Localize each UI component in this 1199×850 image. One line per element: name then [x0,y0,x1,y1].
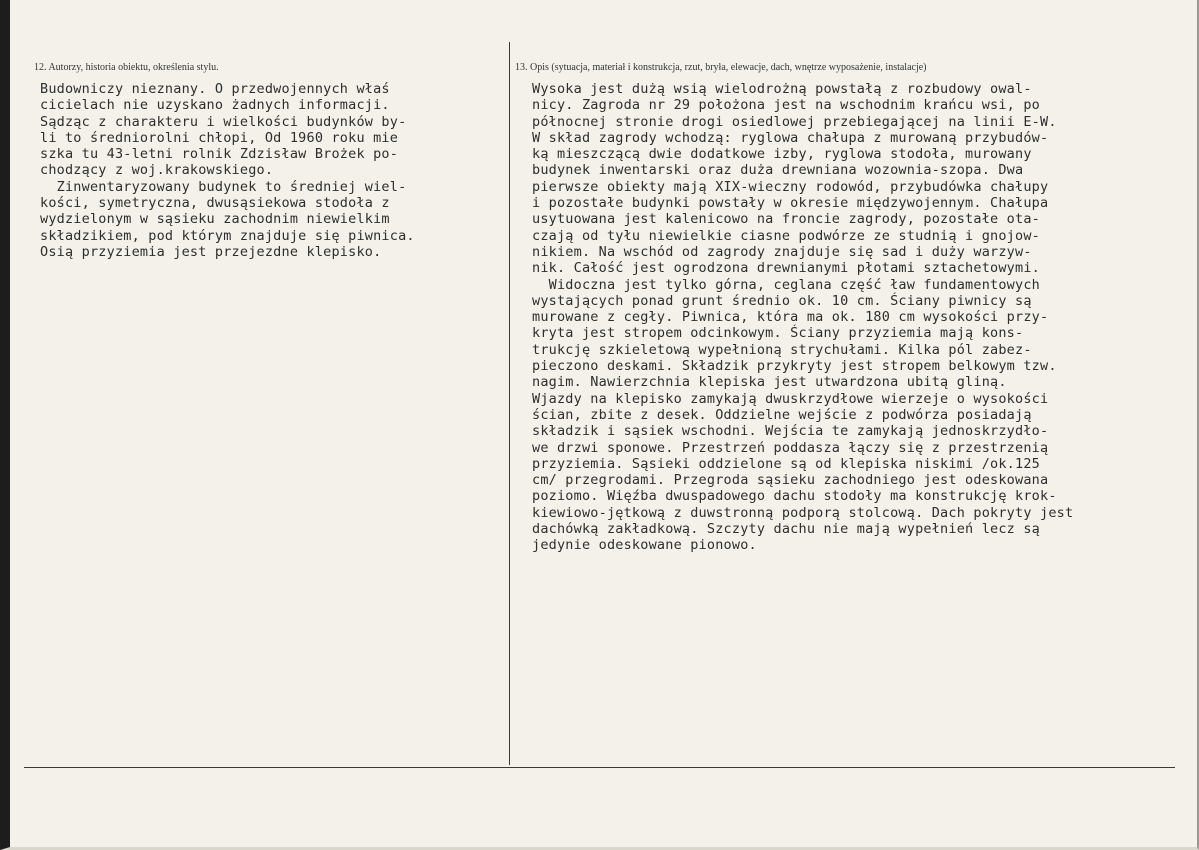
column-divider [509,42,510,765]
section-12-text: Budowniczy nieznany. O przedwojennych właś cicielach nie uzyskano żadnych informacji. Sądząc z charakteru i wielkości budynków by- li to średniorolni chłopi, Od 1960 roku mie szka tu 43-letni rolnik Zdzisław Brożek po- chodzący z woj.krakowskiego. Zinwentaryzowany budynek to średniej wiel- kości, symetryczna, dwusąsiekowa stodoła z wydzielonym w sąsieku zachodnim niewielkim składzikiem, pod którym znajduje się piwnica. Osią przyziemia jest przejezdne klepisko. [40,81,415,260]
section-13-text: Wysoka jest dużą wsią wielodrożną powstałą z rozbudowy owal- nicy. Zagroda nr 29 położona jest na wschodnim krańcu wsi, po północnej stronie drogi osiedlowej przebiegającej na linii E-W. W skład zagrody wchodzą: ryglowa chałupa z murowaną przybudów- ką mieszczącą dwie dodatkowe izby, ryglowa stodoła, murowany budynek inwentarski oraz duża drewniana wozownia-szopa. Dwa pierwsze obiekty mają XIX-wieczny rodowód, przybudówka chałupy i pozostałe budynki powstały w okresie międzywojennym. Chałupa usytuowana jest kalenicowo na froncie zagrody, pozostałe ota- czają od tyłu niewielkie ciasne podwórze ze studnią i gnojow- nikiem. Na wschód od zagrody znajduje się sad i duży warzyw- nik. Całość jest ogrodzona drewnianymi płotami sztachetowymi. Widoczna jest tylko górna, ceglana część ław fundamentowych wystających ponad grunt średnio ok. 10 cm. Ściany piwnicy są murowane z cegły. Piwnica, która ma ok. 180 cm wysokości przy- kryta jest stropem odcinkowym. Ściany przyziemia mają kons- trukcję szkieletową wypełnioną strychułami. Kilka pól zabez- pieczono deskami. Składzik przykryty jest stropem belkowym tzw. nagim. Nawierzchnia klepiska jest utwardzona ubitą gliną. Wjazdy na klepisko zamykają dwuskrzydłowe wierzeje o wysokości ścian, zbite z desek. Oddzielne wejście z podwórza posiadają składzik i sąsiek wschodni. Wejścia te zamykają jednoskrzydło- we drzwi sponowe. Przestrzeń poddasza łączy się z przestrzenią przyziemia. Sąsieki oddzielone są od klepiska niskimi /ok.125 cm/ przegrodami. Przegroda sąsieku zachodniego jest odeskowana poziomo. Więźba dwuspadowego dachu stodoły ma konstrukcję krok- kiewiowo-jętkową z duwstronną podporą stolcową. Dach pokryty jest dachówką zakładkową. Szczyty dachu nie mają wypełnień lecz są jedynie odeskowane pionowo. [532,81,1074,554]
section-12-label: 12. Autorzy, historia obiektu, określenia stylu. [34,62,219,73]
bottom-rule [24,767,1175,768]
section-13-label: 13. Opis (sytuacja, materiał i konstrukcja, rzut, bryła, elewacje, dach, wnętrze wyposażenie, instalacje) [515,62,927,73]
